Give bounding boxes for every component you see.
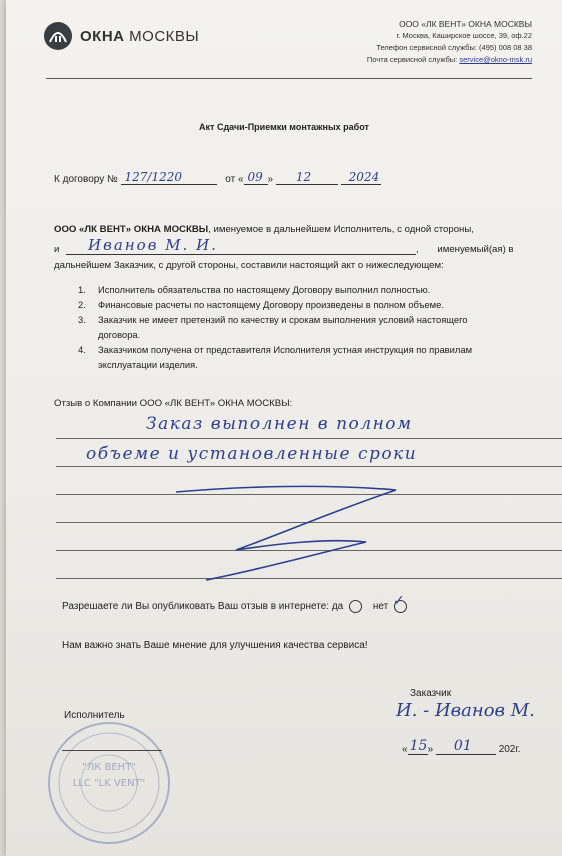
customer-label: Заказчик <box>410 688 452 699</box>
party-line1-rest: , именуемое в дальнейшем Исполнитель, с одной стороны, <box>208 224 474 235</box>
list-item: 1. Исполнитель обязательства по настоящему Договору выполнил полностью. <box>78 284 431 295</box>
date-year: 2024 <box>348 170 380 184</box>
list-item: 3. Заказчик не имеет претензий по качеству и срокам выполнения условий настоящего <box>78 314 468 325</box>
service-email-row <box>367 54 532 66</box>
executor-signature-line <box>62 750 162 751</box>
company-address: г. Москва, Каширское шоссе, 39, оф.22 <box>396 31 532 40</box>
sign-day-field <box>408 738 428 755</box>
parties-line-3: дальнейшем Заказчик, с другой стороны, составили настоящий акт о нижеследующем: <box>54 260 444 271</box>
list-item-continuation: договора. <box>98 329 141 340</box>
document-page <box>6 0 562 856</box>
sign-year: 202 <box>498 744 516 755</box>
party-company: ООО «ЛК ВЕНТ» ОКНА МОСКВЫ <box>54 224 209 235</box>
logo-text <box>80 28 199 45</box>
logo-light: МОСКВЫ <box>129 27 200 45</box>
review-text-line-1: Заказ выполнен в полном <box>146 414 413 434</box>
customer-name: Иванов М. И. <box>88 236 218 254</box>
checkmark-icon: ✓ <box>392 593 405 609</box>
service-email-label: Почта сервисной службы: <box>366 55 460 64</box>
customer-name-field <box>66 236 416 255</box>
company-name: ООО «ЛК ВЕНТ» ОКНА МОСКВЫ <box>399 19 532 29</box>
executor-label: Исполнитель <box>64 710 125 721</box>
parties-line-1 <box>54 224 474 235</box>
header-divider <box>46 78 532 79</box>
signature-date: « 15 » 01 202г. <box>402 738 521 755</box>
publish-no-radio[interactable] <box>392 593 407 613</box>
date-month-field <box>276 172 338 185</box>
list-item-continuation: эксплуатации изделия. <box>98 359 198 370</box>
publish-no-label: нет <box>372 601 389 613</box>
stamp-line-1: "ЛК ВЕНТ" <box>82 762 136 773</box>
company-stamp <box>44 718 174 848</box>
stamp-line-2: LLC "LK VENT" <box>72 778 146 789</box>
publish-yes-radio[interactable] <box>349 600 362 613</box>
publish-question <box>62 593 415 613</box>
service-email-link[interactable]: service@okno-msk.ru <box>459 55 532 64</box>
review-line <box>56 466 562 467</box>
date-day-field <box>244 172 268 185</box>
logo-bold: ОКНА <box>80 27 125 45</box>
service-phone: Телефон сервисной службы: (495) 008 08 38 <box>376 43 532 52</box>
publish-question-text: Разрешаете ли Вы опубликовать Ваш отзыв в интернете: да <box>62 601 344 613</box>
date-month: 12 <box>295 170 312 184</box>
from-label: от <box>225 174 236 185</box>
contract-number: 127/1220 <box>124 170 182 184</box>
date-day: 09 <box>247 170 263 184</box>
sign-day: 15 <box>409 738 428 754</box>
customer-signature: И. - Иванов М. <box>396 700 535 721</box>
contract-prefix: К договору № <box>54 174 118 185</box>
contract-number-field <box>121 172 217 185</box>
list-item: 4. Заказчиком получена от представителя Исполнителя устная инструкция по правилам <box>78 344 473 355</box>
contract-line: К договору № 127/1220 от « 09 » 12 2024 <box>54 170 380 185</box>
party-named: именуемый(ая) в <box>437 244 514 255</box>
logo-icon <box>44 22 72 50</box>
company-contacts <box>367 18 532 66</box>
act-items-list <box>78 282 472 372</box>
company-logo <box>44 22 199 50</box>
review-label: Отзыв о Компании ООО «ЛК ВЕНТ» ОКНА МОСКВЫ: <box>54 398 293 409</box>
review-text-line-2: объеме и установленные сроки <box>86 444 418 464</box>
sign-month: 01 <box>453 738 472 754</box>
important-note: Нам важно знать Ваше мнение для улучшения качества сервиса! <box>62 640 368 651</box>
party-and: и <box>54 244 60 255</box>
date-year-field <box>341 172 381 185</box>
review-line <box>56 438 562 439</box>
parties-line-2: и Иванов М. И. , именуемый(ая) в <box>54 236 514 255</box>
strike-through-scribble <box>166 480 406 590</box>
sign-year-g: г. <box>515 744 521 755</box>
list-item: 2. Финансовые расчеты по настоящему Договору произведены в полном объеме. <box>78 299 444 310</box>
document-title: Акт Сдачи-Приемки монтажных работ <box>199 122 369 132</box>
